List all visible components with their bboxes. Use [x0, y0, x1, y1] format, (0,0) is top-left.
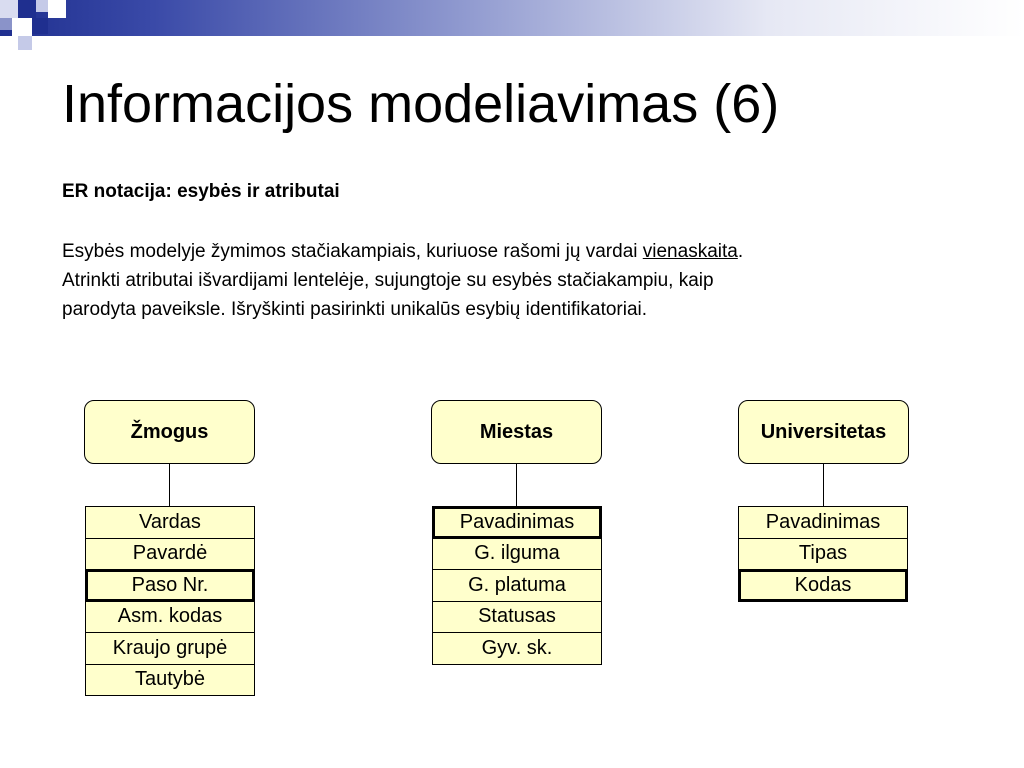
attribute-cell: G. platuma	[432, 569, 602, 602]
entity-connector-line	[823, 464, 824, 506]
attribute-cell: Tautybė	[85, 664, 255, 697]
paragraph-line-3: parodyta paveiksle. Išryškinti pasirinkti unikalūs esybių identifikatoriai.	[62, 299, 648, 320]
paragraph-line-1	[62, 237, 992, 266]
attribute-cell: Pavadinimas	[738, 506, 908, 539]
decorative-square	[18, 36, 32, 50]
decorative-square	[0, 18, 12, 30]
decorative-square	[0, 0, 18, 18]
key-attribute-cell: Paso Nr.	[85, 569, 255, 602]
attribute-cell: Kraujo grupė	[85, 632, 255, 665]
underlined-word: vienaskaita	[642, 241, 738, 262]
slide-title: Informacijos modeliavimas (6)	[62, 74, 780, 134]
slide-subtitle: ER notacija: esybės ir atributai	[62, 181, 340, 202]
paragraph-line-1-text: Esybės modelyje žymimos stačiakampiais, kuriuose rašomi jų vardai	[62, 241, 643, 262]
attribute-cell: Statusas	[432, 601, 602, 634]
decorative-square	[12, 18, 32, 38]
key-attribute-cell: Pavadinimas	[432, 506, 602, 539]
attribute-table-miestas	[432, 506, 602, 665]
entity-box-miestas: Miestas	[431, 400, 602, 464]
decorative-square	[48, 0, 66, 18]
entity-connector-line	[516, 464, 517, 506]
key-attribute-cell: Kodas	[738, 569, 908, 602]
attribute-cell: Pavardė	[85, 538, 255, 571]
description-paragraph	[62, 237, 992, 324]
paragraph-period: .	[737, 241, 744, 262]
entity-box-zmogus: Žmogus	[84, 400, 255, 464]
attribute-cell: Vardas	[85, 506, 255, 539]
entity-connector-line	[169, 464, 170, 506]
attribute-cell: Tipas	[738, 538, 908, 571]
decorative-square	[36, 0, 48, 12]
attribute-table-universitetas	[738, 506, 908, 602]
attribute-cell: G. ilguma	[432, 538, 602, 571]
attribute-table-zmogus	[85, 506, 255, 696]
entity-box-universitetas: Universitetas	[738, 400, 909, 464]
paragraph-line-2: Atrinkti atributai išvardijami lentelėje, sujungtoje su esybės stačiakampiu, kaip	[62, 270, 714, 291]
decorative-square	[32, 18, 48, 34]
attribute-cell: Asm. kodas	[85, 601, 255, 634]
header-gradient-band	[0, 0, 1024, 36]
attribute-cell: Gyv. sk.	[432, 632, 602, 665]
decorative-square	[18, 0, 36, 18]
